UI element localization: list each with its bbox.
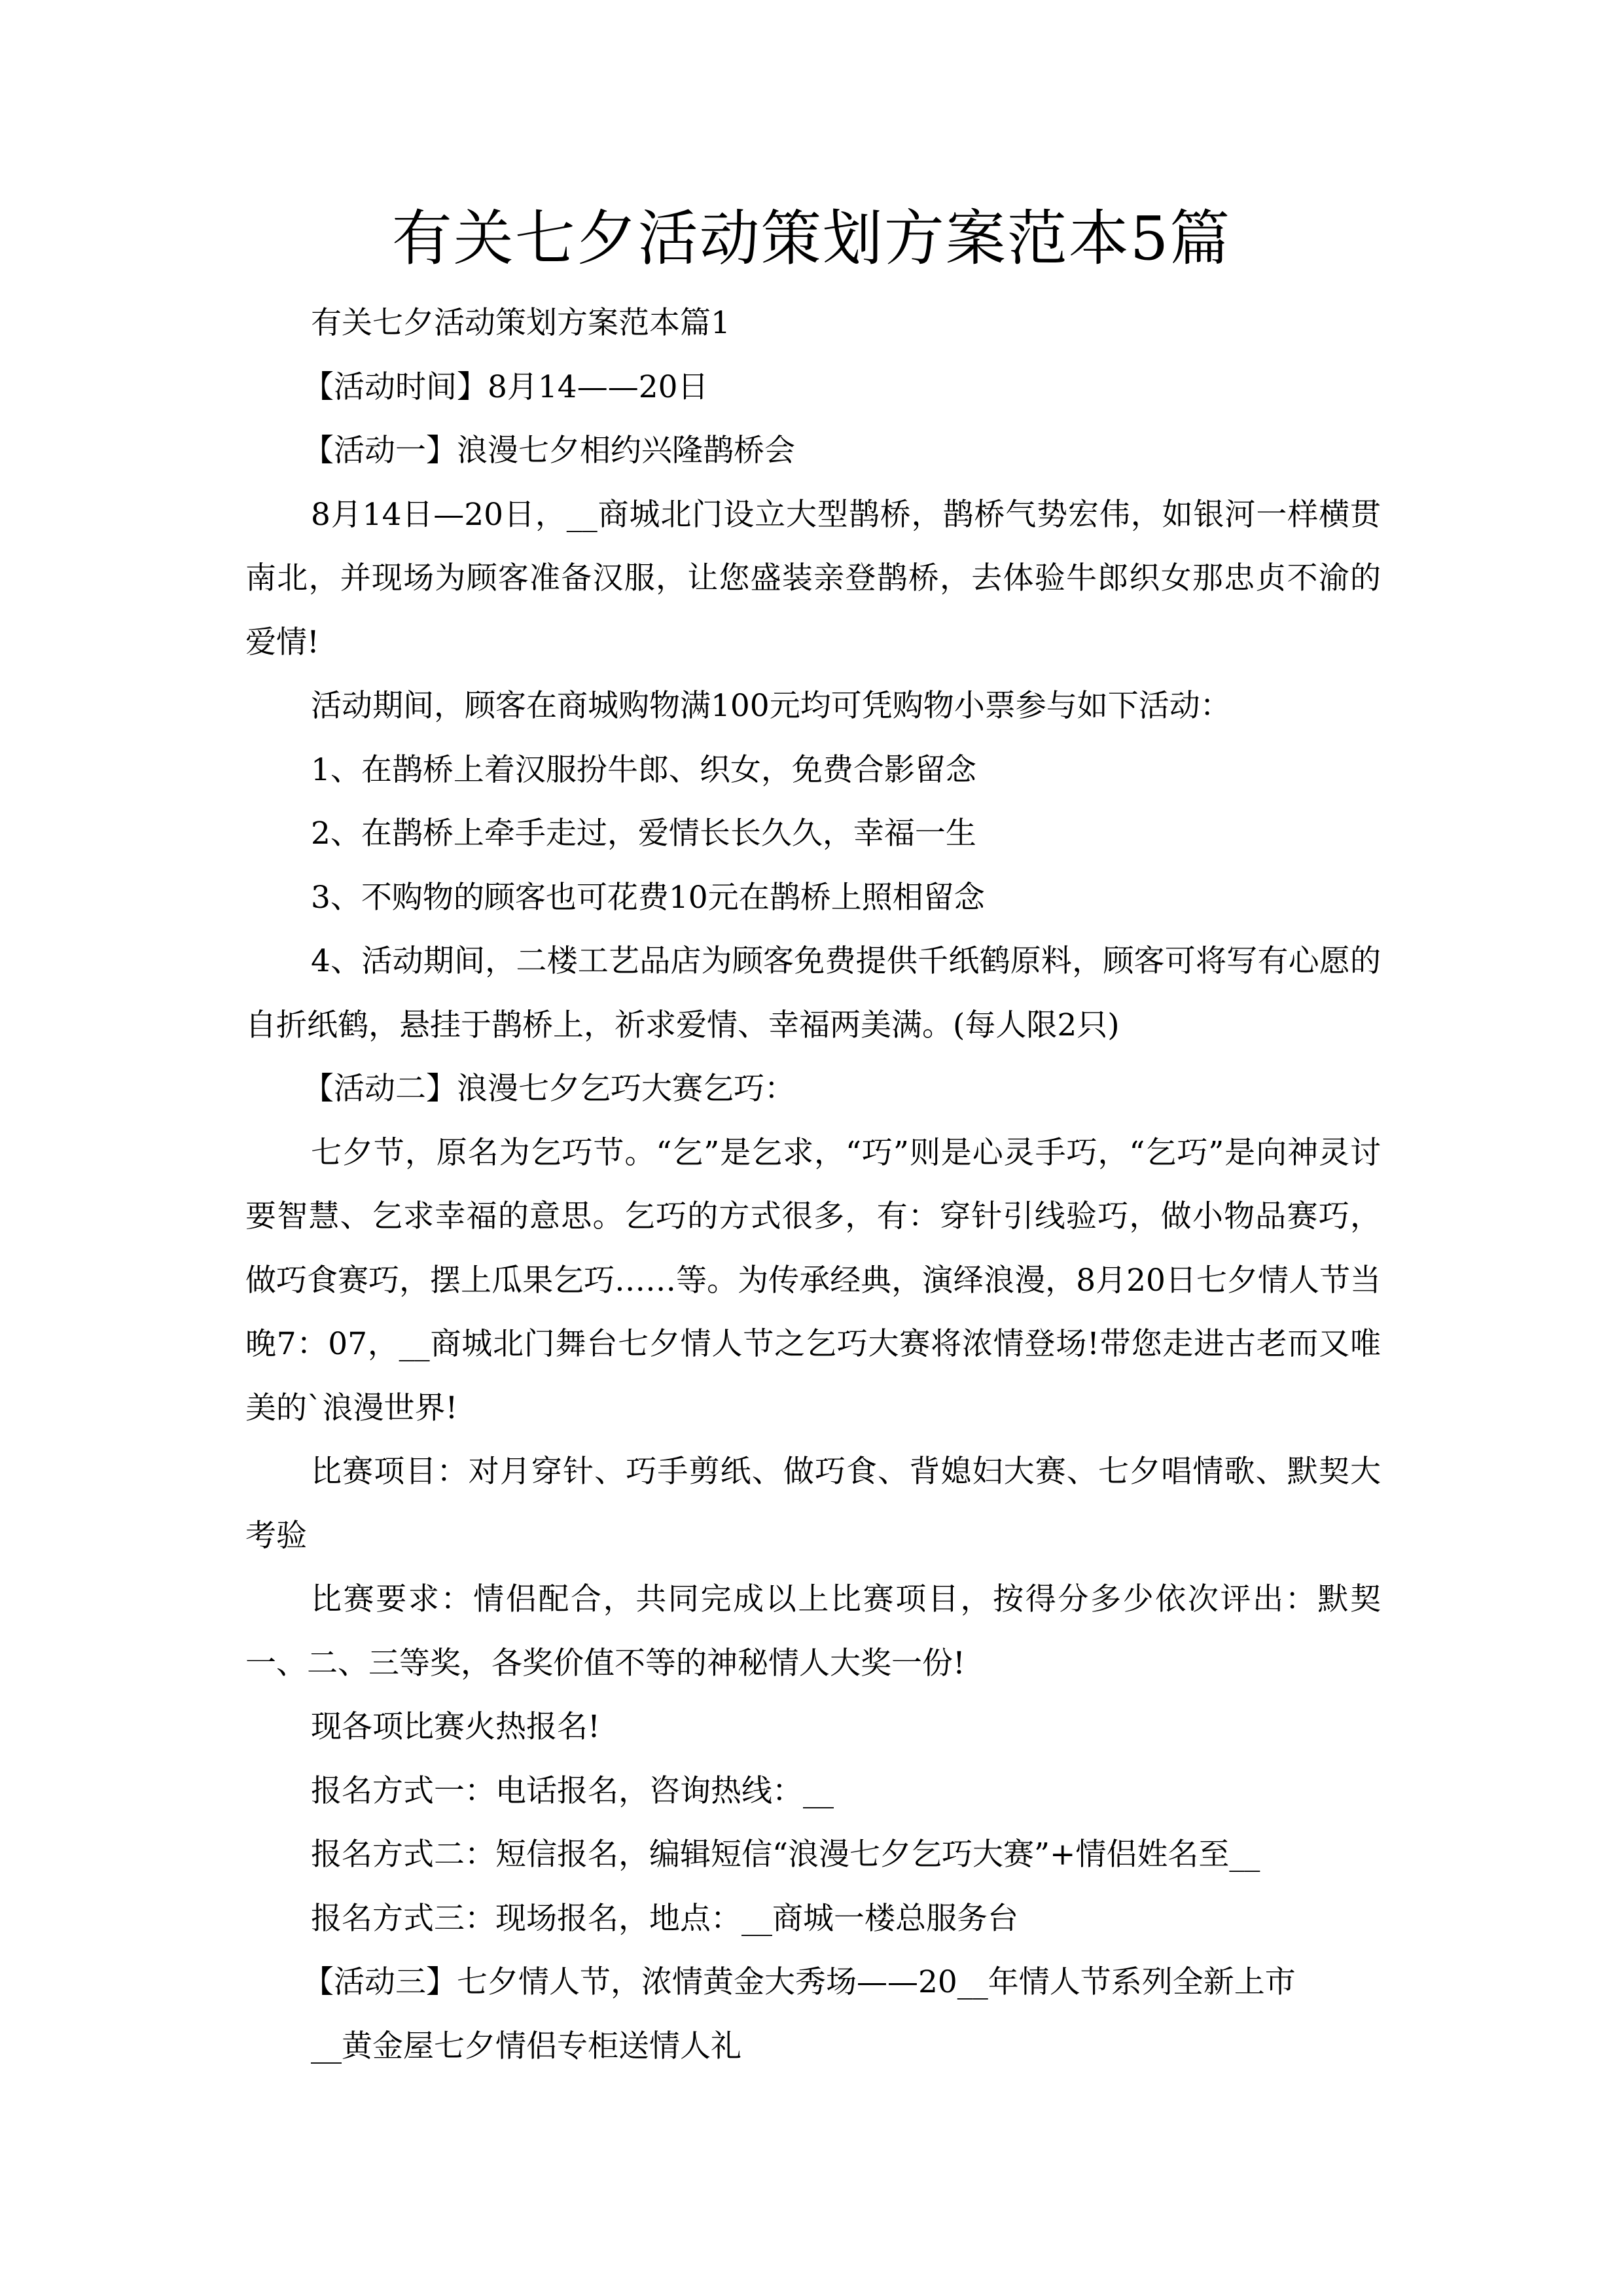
document-title: 有关七夕活动策划方案范本5篇 [391, 204, 1232, 274]
paragraph: 比赛要求：情侣配合，共同完成以上比赛项目，按得分多少依次评出：默契一、二、三等奖，各奖价值不等的神秘情人大奖一份! [245, 1581, 1381, 1681]
list-item: 1、在鹊桥上着汉服扮牛郎、织女，免费合影留念 [311, 751, 976, 788]
paragraph: 七夕节，原名为乞巧节。“乞”是乞求，“巧”则是心灵手巧，“乞巧”是向神灵讨要智慧、乞求幸福的意思。乞巧的方式很多，有：穿针引线验巧，做小物品赛巧，做巧食赛巧，摆上瓜果乞巧……等。为传承经典，演绎浪漫，8月20日七夕情人节当晚7：07，__商城北门舞台七夕情人节之乞巧大赛将浓情登场!带您走进古老而又唯美的`浪漫世界! [245, 1134, 1381, 1426]
list-item: 4、活动期间，二楼工艺品店为顾客免费提供千纸鹤原料，顾客可将写有心愿的自折纸鹤，悬挂于鹊桥上，祈求爱情、幸福两美满。(每人限2只) [245, 943, 1381, 1043]
list-item: 3、不购物的顾客也可花费10元在鹊桥上照相留念 [311, 879, 985, 916]
registration-method: 报名方式一：电话报名，咨询热线：__ [311, 1772, 834, 1809]
section-heading: 有关七夕活动策划方案范本篇1 [311, 305, 730, 341]
registration-method: 报名方式三：现场报名，地点：__商城一楼总服务台 [311, 1900, 1018, 1937]
paragraph: 比赛项目：对月穿针、巧手剪纸、做巧食、背媳妇大赛、七夕唱情歌、默契大考验 [245, 1454, 1381, 1554]
paragraph: 活动期间，顾客在商城购物满100元均可凭购物小票参与如下活动： [311, 688, 1231, 724]
activity-three-heading: 【活动三】七夕情人节，浓情黄金大秀场——20__年情人节系列全新上市 [303, 1964, 1296, 2000]
activity-one-heading: 【活动一】浪漫七夕相约兴隆鹊桥会 [303, 433, 795, 469]
document-body [245, 291, 1381, 2078]
paragraph: __黄金屋七夕情侣专柜送情人礼 [311, 2028, 741, 2064]
activity-two-heading: 【活动二】浪漫七夕乞巧大赛乞巧： [303, 1071, 795, 1107]
paragraph: 现各项比赛火热报名! [311, 1709, 600, 1745]
list-item: 2、在鹊桥上牵手走过，爱情长长久久，幸福一生 [311, 816, 976, 852]
registration-method: 报名方式二：短信报名，编辑短信“浪漫七夕乞巧大赛”+情侣姓名至__ [311, 1837, 1260, 1873]
paragraph: 8月14日—20日，__商城北门设立大型鹊桥，鹊桥气势宏伟，如银河一样横贯南北，并现场为顾客准备汉服，让您盛装亲登鹊桥，去体验牛郎织女那忠贞不渝的爱情! [245, 496, 1381, 660]
activity-time: 【活动时间】8月14——20日 [303, 368, 709, 405]
